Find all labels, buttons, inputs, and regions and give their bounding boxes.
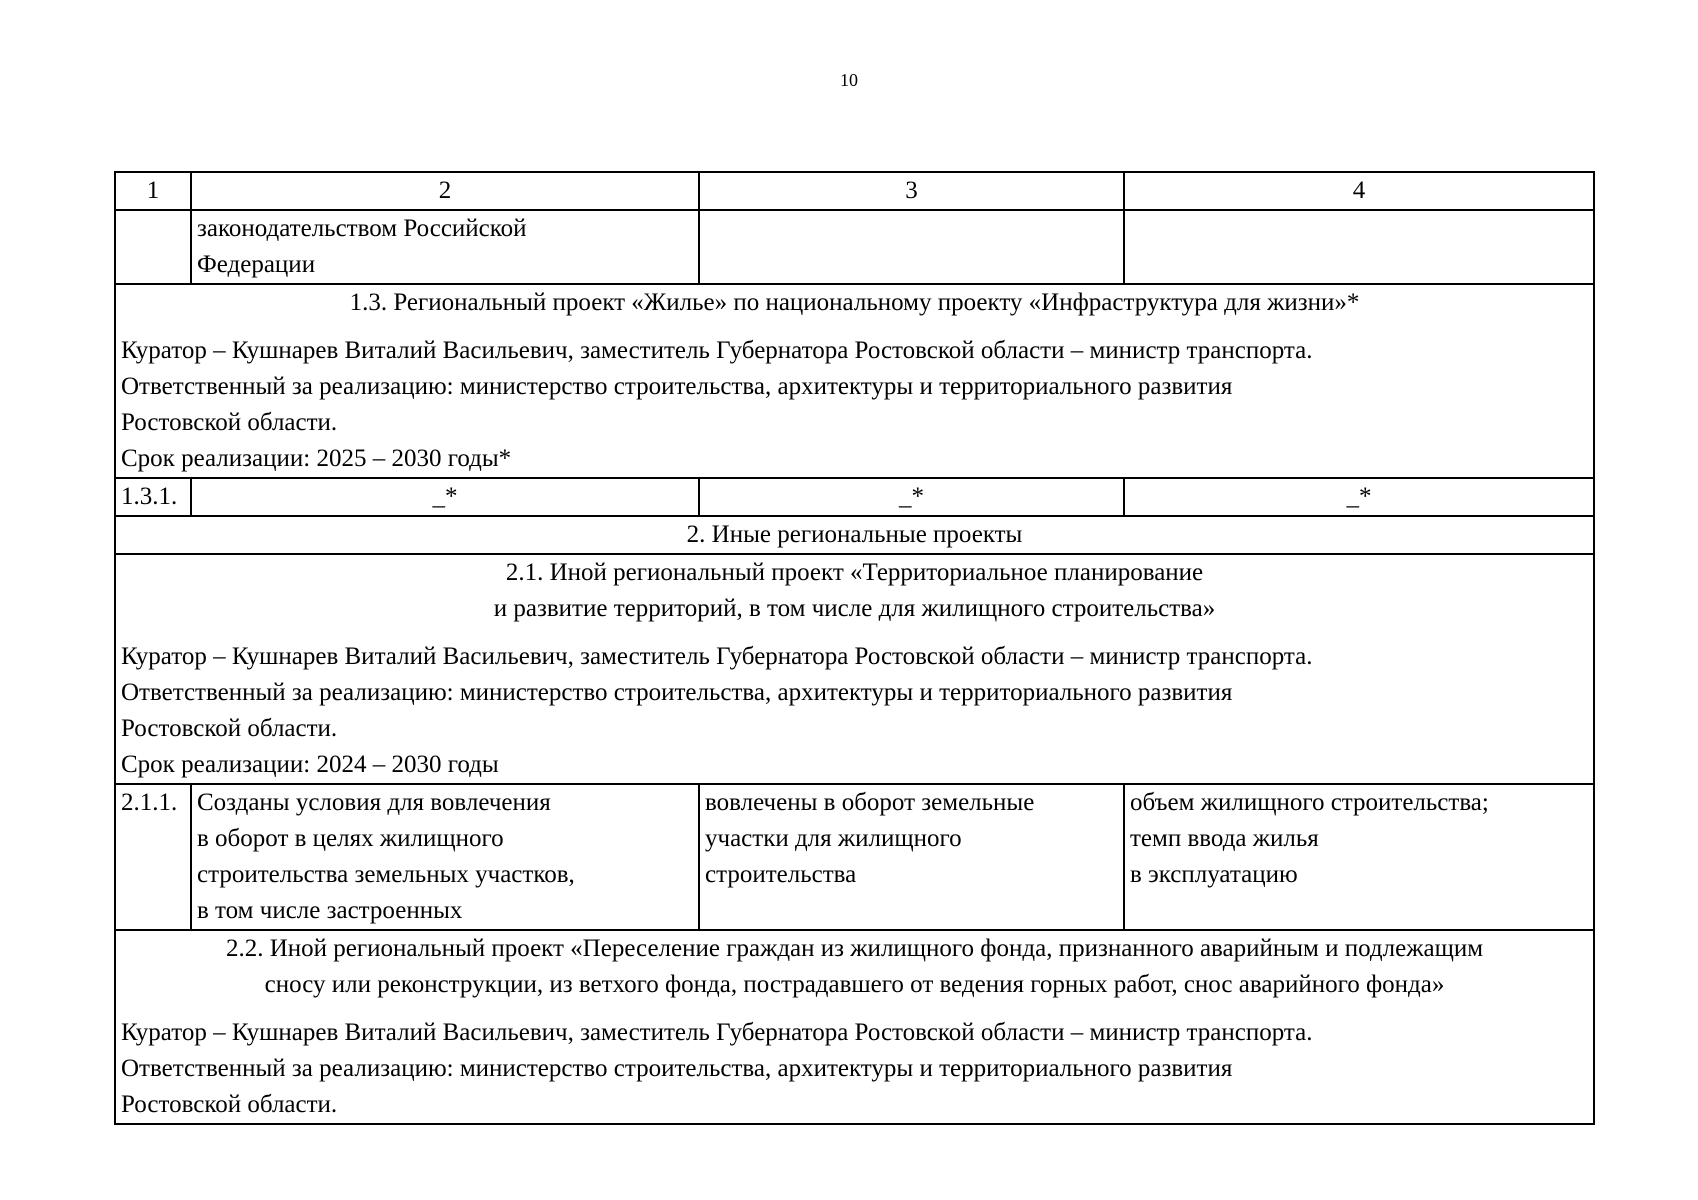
block-1-3-title: 1.3. Региональный проект «Жилье» по национальному проекту «Инфраструктура для жизни»* [349, 289, 1360, 316]
page-number: 10 [840, 70, 858, 90]
header-col-3: 3 [699, 172, 1124, 210]
table-row-2-1-1 [115, 784, 1594, 930]
block-2-2-cell [115, 930, 1594, 1124]
block-2-2-responsible: Ответственный за реализацию: министерство строительства, архитектуры и территориального развития Ростовской области. [121, 1055, 1233, 1118]
row-2-1-1-col2-line: строительства земельных участков, [197, 861, 575, 888]
row-cont-col1 [115, 210, 191, 284]
row-2-1-1-col2-line: в оборот в целях жилищного [197, 825, 504, 852]
header-row [115, 172, 1594, 210]
block-2-2-title-line: 2.2. Иной региональный проект «Переселение граждан из жилищного фонда, признанного аварийным и подлежащим [225, 935, 1484, 962]
row-1-3-1-col4: _* [1124, 478, 1594, 516]
row-2-1-1-col4-line: в эксплуатацию [1130, 861, 1298, 888]
section-2-row [115, 516, 1594, 554]
row-2-1-1-col3-line: строительства [705, 861, 857, 888]
block-1-3-term: Срок реализации: 2025 – 2030 годы* [121, 445, 512, 472]
block-2-2-curator: Куратор – Кушнарев Виталий Васильевич, заместитель Губернатора Ростовской области – министр транспорта. [121, 1019, 1313, 1046]
row-2-1-1-num: 2.1.1. [115, 784, 191, 930]
block-2-1-title-line: и развитие территорий, в том числе для жилищного строительства» [493, 595, 1216, 622]
block-2-1-term: Срок реализации: 2024 – 2030 годы [121, 751, 499, 778]
block-2-1-title-line: 2.1. Иной региональный проект «Территориальное планирование [505, 559, 1204, 586]
row-2-1-1-col3-line: участки для жилищного [705, 825, 962, 852]
row-1-3-1-col3: _* [699, 478, 1124, 516]
row-cont-col2-line: законодательством Российской [197, 215, 527, 242]
header-col-2: 2 [191, 172, 699, 210]
block-1-3-responsible: Ответственный за реализацию: министерство строительства, архитектуры и территориального развития Ростовской области. [121, 373, 1233, 436]
row-2-1-1-col4-line: объем жилищного строительства; [1130, 789, 1489, 816]
header-col-1: 1 [115, 172, 191, 210]
block-2-1-responsible: Ответственный за реализацию: министерство строительства, архитектуры и территориального развития Ростовской области. [121, 679, 1233, 742]
section-2-title: 2. Иные региональные проекты [115, 516, 1594, 554]
block-2-1 [115, 554, 1594, 784]
block-1-3-curator: Куратор – Кушнарев Виталий Васильевич, заместитель Губернатора Ростовской области – министр транспорта. [121, 337, 1313, 364]
block-2-1-curator: Куратор – Кушнарев Виталий Васильевич, заместитель Губернатора Ростовской области – министр транспорта. [121, 643, 1313, 670]
block-2-1-title [121, 555, 1588, 627]
row-cont-col4 [1124, 210, 1594, 284]
row-2-1-1-col4-line: темп ввода жилья [1130, 825, 1319, 852]
row-2-1-1-col3 [699, 784, 1124, 930]
block-2-2-title [121, 931, 1588, 1003]
row-2-1-1-col3-line: вовлечены в оборот земельные [705, 789, 1035, 816]
block-2-1-info [121, 639, 1588, 783]
row-1-3-1-col2: _* [191, 478, 699, 516]
table-row-1-3-1 [115, 478, 1594, 516]
row-2-1-1-col4 [1124, 784, 1594, 930]
block-1-3-cell [115, 284, 1594, 478]
block-1-3 [115, 284, 1594, 478]
block-2-1-cell [115, 554, 1594, 784]
row-cont-col3 [699, 210, 1124, 284]
row-cont-col2 [191, 210, 699, 284]
row-cont-col2-line: Федерации [197, 251, 316, 278]
row-2-1-1-col2 [191, 784, 699, 930]
table-row-continuation [115, 210, 1594, 284]
block-1-3-info [121, 333, 1588, 477]
block-2-2 [115, 930, 1594, 1124]
block-2-2-info [121, 1015, 1588, 1123]
block-2-2-title-line: сносу или реконструкции, из ветхого фонда, пострадавшего от ведения горных работ, снос аварийного фонда» [264, 971, 1445, 998]
header-col-4: 4 [1124, 172, 1594, 210]
projects-table [114, 171, 1595, 1125]
row-2-1-1-col2-line: Созданы условия для вовлечения [197, 789, 551, 816]
row-1-3-1-num: 1.3.1. [115, 478, 191, 516]
row-2-1-1-col2-line: в том числе застроенных [197, 897, 463, 924]
